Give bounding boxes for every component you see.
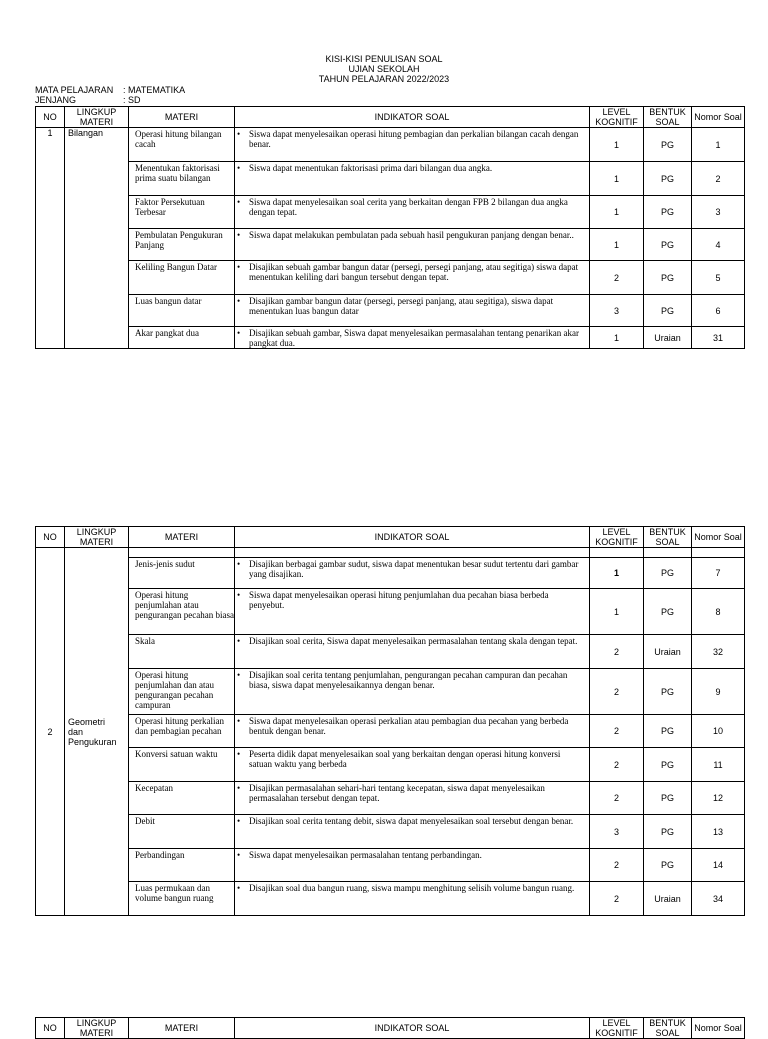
materi-cell: Perbandingan	[129, 849, 235, 882]
doc-title-2: UJIAN SEKOLAH	[348, 64, 420, 74]
section-scope-text: Geometri dan Pengukuran	[68, 716, 117, 747]
table-row	[36, 748, 745, 782]
col-indikator: INDIKATOR SOAL	[235, 107, 590, 128]
level-cell: 2	[590, 748, 644, 782]
bentuk-cell: PG	[644, 815, 692, 849]
meta-level-label: JENJANG	[35, 95, 77, 105]
table-row	[36, 815, 745, 849]
indikator-cell: • Siswa dapat menyelesaikan operasi hitung pembagian dan perkalian bilangan cacah dengan benar.	[235, 128, 590, 162]
table-row	[36, 196, 745, 229]
indikator-text: Disajikan soal dua bangun ruang, siswa mampu menghitung selisih volume bangun ruang.	[249, 883, 575, 893]
indikator-text: Peserta didik dapat menyelesaikan soal yang berkaitan dengan operasi hitung konversi satuan waktu yang berbeda	[249, 749, 561, 769]
indikator-cell: • Siswa dapat menyelesaikan permasalahan tentang perbandingan.	[235, 849, 590, 882]
bentuk-cell: PG	[644, 782, 692, 815]
level-cell: 1	[590, 128, 644, 162]
indikator-cell: • Disajikan soal dua bangun ruang, siswa mampu menghitung selisih volume bangun ruang.	[235, 882, 590, 916]
indikator-cell: • Disajikan soal cerita tentang penjumlahan, pengurangan pecahan campuran dan pecahan biasa, siswa dapat menyelesaikannya dengan benar.	[235, 669, 590, 715]
materi-cell: Operasi hitung penjumlahan atau pengurangan pecahan biasa	[129, 589, 235, 635]
bentuk-cell: Uraian	[644, 635, 692, 669]
kisi-table-1	[35, 106, 745, 349]
col-bentuk: BENTUK SOAL	[644, 527, 692, 548]
level-cell: 2	[590, 635, 644, 669]
indikator-text: Disajikan berbagai gambar sudut, siswa dapat menentukan besar sudut tertentu dari gambar yang disajikan.	[249, 559, 579, 579]
indikator-text: Disajikan soal cerita tentang debit, siswa dapat menyelesaikan soal tersebut dengan benar.	[249, 816, 574, 826]
table-header-row	[36, 527, 745, 548]
table-row	[36, 782, 745, 815]
materi-cell: Pembulatan Pengukuran Panjang	[129, 229, 235, 261]
materi-cell: Konversi satuan waktu	[129, 748, 235, 782]
indikator-text: Disajikan sebuah gambar bangun datar (persegi, persegi panjang, atau segitiga) siswa dapat menentukan keliling dari bangun tersebut dengan tepat.	[249, 262, 579, 282]
table-row	[36, 128, 745, 162]
col-materi: MATERI	[129, 527, 235, 548]
nomor-cell: 2	[692, 162, 745, 196]
section-number: 1	[36, 128, 65, 349]
nomor-cell: 4	[692, 229, 745, 261]
bentuk-cell: PG	[644, 715, 692, 748]
indikator-text: Disajikan gambar bangun datar (persegi, persegi panjang, atau segitiga), siswa dapat menentukan luas bangun datar	[249, 296, 554, 316]
indikator-cell: • Disajikan gambar bangun datar (persegi, persegi panjang, atau segitiga), siswa dapat menentukan luas bangun datar	[235, 295, 590, 327]
doc-title-3: TAHUN PELAJARAN 2022/2023	[318, 74, 450, 84]
bentuk-cell: PG	[644, 849, 692, 882]
nomor-cell: 14	[692, 849, 745, 882]
bentuk-cell: PG	[644, 748, 692, 782]
indikator-cell: • Peserta didik dapat menyelesaikan soal yang berkaitan dengan operasi hitung konversi satuan waktu yang berbeda	[235, 748, 590, 782]
materi-cell: Jenis-jenis sudut	[129, 558, 235, 589]
col-indikator: INDIKATOR SOAL	[235, 1018, 590, 1039]
col-level: LEVEL KOGNITIF	[590, 107, 644, 128]
level-cell: 1	[590, 327, 644, 349]
table-row	[36, 849, 745, 882]
col-lingkup: LINGKUP MATERI	[65, 107, 129, 128]
nomor-cell: 8	[692, 589, 745, 635]
level-cell: 1	[590, 162, 644, 196]
table-row	[36, 261, 745, 295]
indikator-text: Siswa dapat menyelesaikan operasi hitung penjumlahan dua pecahan biasa berbeda penyebut.	[249, 590, 549, 610]
level-cell: 1	[590, 229, 644, 261]
indikator-text: Siswa dapat menyelesaikan operasi perkalian atau pembagian dua pecahan yang berbeda bentuk dengan benar.	[249, 716, 569, 736]
level-cell: 1	[590, 589, 644, 635]
nomor-cell: 6	[692, 295, 745, 327]
materi-cell: Faktor Persekutuan Terbesar	[129, 196, 235, 229]
indikator-text: Siswa dapat menyelesaikan operasi hitung pembagian dan perkalian bilangan cacah dengan benar.	[249, 129, 579, 149]
materi-cell: Luas permukaan dan volume bangun ruang	[129, 882, 235, 916]
table-header-row	[36, 1018, 745, 1039]
col-no: NO	[36, 527, 65, 548]
col-no: NO	[36, 107, 65, 128]
section-scope: Bilangan	[65, 128, 129, 349]
indikator-text: Disajikan soal cerita tentang penjumlahan, pengurangan pecahan campuran dan pecahan biasa, siswa dapat menyelesaikannya dengan benar.	[249, 670, 568, 690]
indikator-cell: • Siswa dapat menentukan faktorisasi prima dari bilangan dua angka.	[235, 162, 590, 196]
kisi-table-3	[35, 1017, 745, 1039]
indikator-cell: • Disajikan sebuah gambar bangun datar (persegi, persegi panjang, atau segitiga) siswa dapat menentukan keliling dari bangun tersebut dengan tepat.	[235, 261, 590, 295]
nomor-cell: 5	[692, 261, 745, 295]
table-row	[36, 162, 745, 196]
table-row	[36, 669, 745, 715]
level-cell: 2	[590, 782, 644, 815]
bentuk-cell: PG	[644, 261, 692, 295]
nomor-cell: 34	[692, 882, 745, 916]
col-indikator: INDIKATOR SOAL	[235, 527, 590, 548]
nomor-cell: 12	[692, 782, 745, 815]
materi-cell: Kecepatan	[129, 782, 235, 815]
section-scope	[65, 548, 129, 916]
indikator-text: Disajikan permasalahan sehari-hari tentang kecepatan, siswa dapat menyelesaikan permasalahan tersebut dengan tepat.	[249, 783, 545, 803]
col-materi: MATERI	[129, 107, 235, 128]
table-row	[36, 327, 745, 349]
bentuk-cell: Uraian	[644, 882, 692, 916]
bentuk-cell: PG	[644, 162, 692, 196]
table-row	[36, 558, 745, 589]
level-cell: 2	[590, 882, 644, 916]
bentuk-cell: Uraian	[644, 327, 692, 349]
materi-cell: Keliling Bangun Datar	[129, 261, 235, 295]
nomor-cell: 1	[692, 128, 745, 162]
col-lingkup: LINGKUP MATERI	[65, 1018, 129, 1039]
level-cell: 3	[590, 295, 644, 327]
indikator-cell: • Siswa dapat menyelesaikan operasi perkalian atau pembagian dua pecahan yang berbeda bentuk dengan benar.	[235, 715, 590, 748]
level-cell: 2	[590, 669, 644, 715]
level-cell: 2	[590, 849, 644, 882]
indikator-cell: • Disajikan permasalahan sehari-hari tentang kecepatan, siswa dapat menyelesaikan permasalahan tersebut dengan tepat.	[235, 782, 590, 815]
indikator-cell: • Disajikan soal cerita, Siswa dapat menyelesaikan permasalahan tentang skala dengan tepat.	[235, 635, 590, 669]
col-materi: MATERI	[129, 1018, 235, 1039]
col-nomor: Nomor Soal	[692, 527, 745, 548]
indikator-cell: • Siswa dapat melakukan pembulatan pada sebuah hasil pengukuran panjang dengan benar..	[235, 229, 590, 261]
bentuk-cell: PG	[644, 558, 692, 589]
indikator-text: Siswa dapat menyelesaikan permasalahan tentang perbandingan.	[249, 850, 482, 860]
col-nomor: Nomor Soal	[692, 1018, 745, 1039]
materi-cell: Debit	[129, 815, 235, 849]
nomor-cell: 11	[692, 748, 745, 782]
table-row	[36, 295, 745, 327]
level-cell: 3	[590, 815, 644, 849]
level-cell: 2	[590, 261, 644, 295]
table-row	[36, 229, 745, 261]
table-row	[36, 635, 745, 669]
materi-cell: Operasi hitung penjumlahan dan atau pengurangan pecahan campuran	[129, 669, 235, 715]
col-level: LEVEL KOGNITIF	[590, 527, 644, 548]
nomor-cell: 3	[692, 196, 745, 229]
nomor-cell: 32	[692, 635, 745, 669]
bentuk-cell: PG	[644, 669, 692, 715]
indikator-text: Siswa dapat menyelesaikan soal cerita yang berkaitan dengan FPB 2 bilangan dua angka dengan tepat.	[249, 197, 568, 217]
level-cell: 1	[590, 558, 644, 589]
doc-title-1: KISI-KISI PENULISAN SOAL	[325, 54, 443, 64]
indikator-cell: • Disajikan soal cerita tentang debit, siswa dapat menyelesaikan soal tersebut dengan benar.	[235, 815, 590, 849]
nomor-cell: 7	[692, 558, 745, 589]
table-row	[36, 715, 745, 748]
materi-cell: Operasi hitung bilangan cacah	[129, 128, 235, 162]
indikator-cell: • Siswa dapat menyelesaikan soal cerita yang berkaitan dengan FPB 2 bilangan dua angka dengan tepat.	[235, 196, 590, 229]
materi-cell: Akar pangkat dua	[129, 327, 235, 349]
kisi-table-2	[35, 526, 745, 916]
level-cell: 1	[590, 196, 644, 229]
col-level: LEVEL KOGNITIF	[590, 1018, 644, 1039]
materi-cell: Menentukan faktorisasi prima suatu bilangan	[129, 162, 235, 196]
level-cell: 2	[590, 715, 644, 748]
col-bentuk: BENTUK SOAL	[644, 107, 692, 128]
nomor-cell: 9	[692, 669, 745, 715]
bentuk-cell: PG	[644, 128, 692, 162]
bentuk-cell: PG	[644, 229, 692, 261]
materi-cell: Operasi hitung perkalian dan pembagian pecahan	[129, 715, 235, 748]
meta-subject	[35, 85, 185, 95]
col-no: NO	[36, 1018, 65, 1039]
col-nomor: Nomor Soal	[692, 107, 745, 128]
indikator-cell: • Disajikan berbagai gambar sudut, siswa dapat menentukan besar sudut tertentu dari gambar yang disajikan.	[235, 558, 590, 589]
meta-subject-value: : MATEMATIKA	[123, 85, 186, 95]
section-number: 2	[36, 548, 65, 916]
meta-level	[35, 95, 141, 105]
meta-level-value: : SD	[123, 95, 141, 105]
table-row-spacer	[36, 548, 745, 558]
indikator-text: Disajikan sebuah gambar, Siswa dapat menyelesaikan permasalahan tentang penarikan akar pangkat dua.	[249, 328, 580, 348]
bentuk-cell: PG	[644, 196, 692, 229]
indikator-cell: • Siswa dapat menyelesaikan operasi hitung penjumlahan dua pecahan biasa berbeda penyebut.	[235, 589, 590, 635]
indikator-cell: • Disajikan sebuah gambar, Siswa dapat menyelesaikan permasalahan tentang penarikan akar pangkat dua.	[235, 327, 590, 349]
indikator-text: Disajikan soal cerita, Siswa dapat menyelesaikan permasalahan tentang skala dengan tepat.	[249, 636, 578, 646]
indikator-text: Siswa dapat melakukan pembulatan pada sebuah hasil pengukuran panjang dengan benar..	[249, 230, 574, 240]
table-row	[36, 589, 745, 635]
meta-subject-label: MATA PELAJARAN	[35, 85, 114, 95]
materi-cell: Luas bangun datar	[129, 295, 235, 327]
table-header-row	[36, 107, 745, 128]
nomor-cell: 10	[692, 715, 745, 748]
indikator-text: Siswa dapat menentukan faktorisasi prima dari bilangan dua angka.	[249, 163, 493, 173]
nomor-cell: 31	[692, 327, 745, 349]
bentuk-cell: PG	[644, 589, 692, 635]
table-row	[36, 882, 745, 916]
col-bentuk: BENTUK SOAL	[644, 1018, 692, 1039]
nomor-cell: 13	[692, 815, 745, 849]
materi-cell: Skala	[129, 635, 235, 669]
col-lingkup: LINGKUP MATERI	[65, 527, 129, 548]
bentuk-cell: PG	[644, 295, 692, 327]
